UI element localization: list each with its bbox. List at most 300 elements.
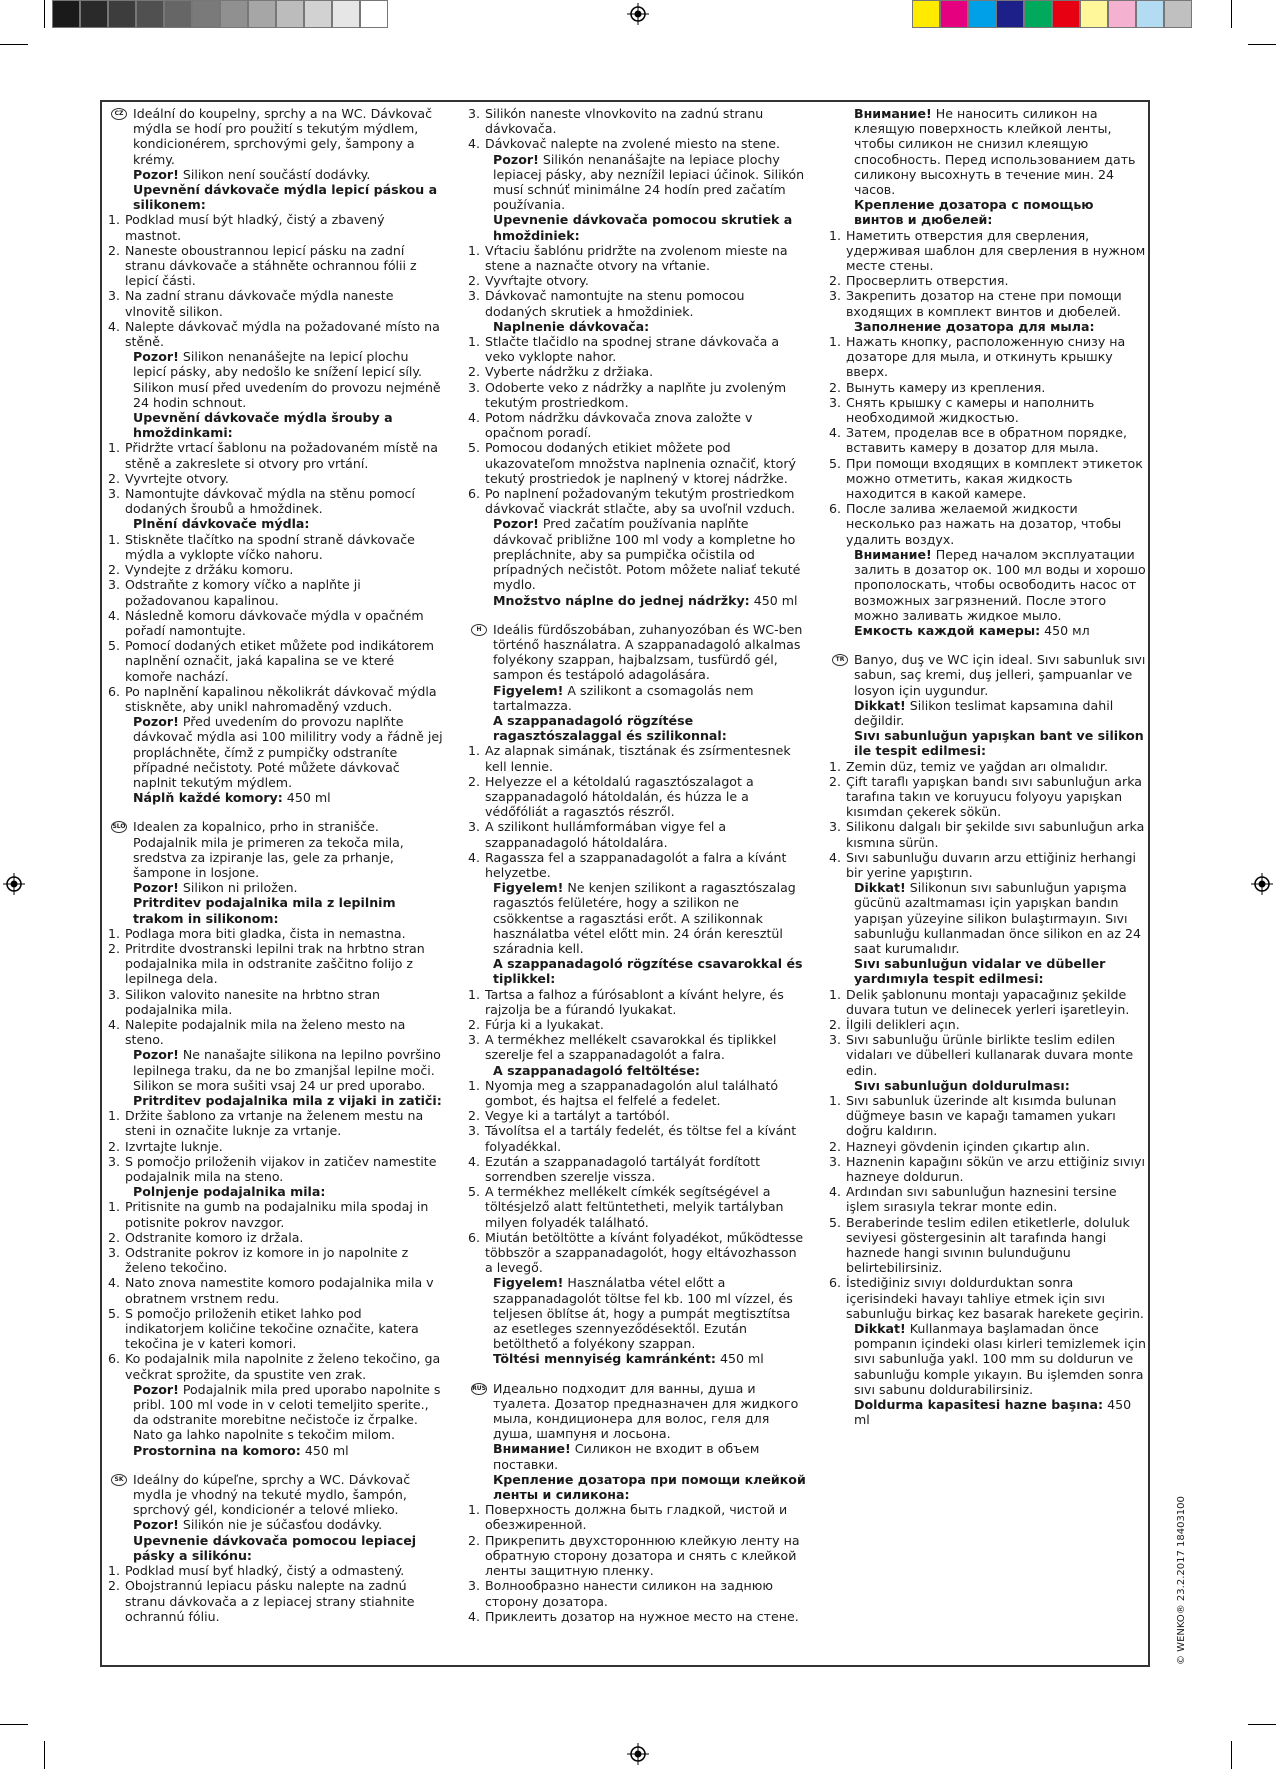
- registration-mark-icon: [627, 1743, 649, 1765]
- step-number: 1.: [108, 531, 121, 547]
- color-swatch: [1052, 0, 1080, 28]
- step-number: 1.: [468, 743, 481, 759]
- note-paragraph: [468, 593, 806, 608]
- step-number: 1.: [108, 212, 121, 228]
- step-item: [468, 987, 806, 1017]
- step-item: [829, 288, 1146, 318]
- note-paragraph: [468, 1275, 806, 1351]
- note-line: [108, 880, 443, 895]
- note-label: Pozor!: [133, 1047, 179, 1063]
- color-swatch: [968, 0, 996, 28]
- note-text: 450 ml: [282, 790, 331, 806]
- step-text: Vegye ki a tartályt a tartóból.: [485, 1108, 670, 1124]
- step-item: [468, 1032, 806, 1062]
- step-number: 3.: [468, 1123, 481, 1139]
- step-text: Sıvı sabunluğu ürünle birlikte teslim edilen vidaları ve dübelleri kullanarak duvara monte edin.: [846, 1032, 1134, 1078]
- step-item: [468, 364, 806, 379]
- step-number: 4.: [829, 1184, 842, 1200]
- step-item: [829, 456, 1146, 502]
- step-item: [108, 638, 443, 684]
- note-label: Doldurma kapasitesi hazne başına:: [854, 1397, 1104, 1413]
- intro-text: Idealen za kopalnico, prho in stranišče. Podajalnik mila je primeren za tekoča mila, sredstva za izpiranje las, gele za prhanje, šampone in losjone.: [133, 819, 404, 880]
- step-number: 2.: [829, 379, 842, 395]
- note-text: 450 ml: [854, 1397, 1132, 1428]
- note-label: Внимание!: [854, 106, 932, 121]
- section-intro: [468, 622, 806, 683]
- step-item: [108, 1139, 443, 1154]
- step-number: 3.: [829, 819, 842, 835]
- step-number: 2.: [829, 773, 842, 789]
- color-swatch: [1164, 0, 1192, 28]
- step-text: Vyvŕtajte otvory.: [485, 273, 589, 289]
- step-heading: Крепление дозатора с помощью винтов и дюбелей:: [854, 197, 1094, 228]
- step-number: 1.: [108, 1563, 121, 1579]
- step-text: Silikon valovito nanesite na hrbtno stran podajalnika mila.: [125, 986, 381, 1017]
- color-swatch: [912, 0, 940, 28]
- note-text: Перед началом эксплуатации залить в дозатор ок. 100 мл воды и хорошо прополоскать, чтобы освободить насос от возможных загрязнений. После этого можно заливать жидкое мыло.: [854, 546, 1146, 623]
- step-item: [468, 273, 806, 288]
- note-paragraph: [829, 1321, 1146, 1397]
- step-number: 1.: [468, 242, 481, 258]
- step-item: [108, 1275, 443, 1305]
- step-item: [468, 243, 806, 273]
- step-number: 3.: [829, 1032, 842, 1048]
- crop-mark: [1248, 44, 1276, 45]
- step-item: [108, 1017, 443, 1047]
- step-number: 5.: [108, 638, 121, 654]
- step-heading: Pritrditev podajalnika mila z vijaki in zatiči:: [133, 1093, 442, 1108]
- step-text: После залива желаемой жидкости несколько раз нажать на дозатор, чтобы удалить воздух.: [846, 501, 1122, 547]
- step-text: Helyezze el a kétoldalú ragasztószalagot a szappanadagoló hátoldalán, és húzza le a védőfóliát a ragasztós részről.: [485, 773, 754, 820]
- note-line: [468, 1441, 806, 1471]
- step-number: 3.: [468, 819, 481, 835]
- section-intro: [468, 1381, 806, 1442]
- step-number: 4.: [468, 849, 481, 865]
- step-item: [468, 774, 806, 820]
- step-text: Fúrja ki a lyukakat.: [485, 1016, 604, 1032]
- note-label: Töltési mennyiség kamránként:: [493, 1351, 716, 1367]
- step-item: [829, 1017, 1146, 1032]
- note-label: Figyelem!: [493, 880, 564, 896]
- intro-text: Ideální do koupelny, sprchy a na WC. Dávkovač mýdla se hodí pro použití s tekutým mýdlem, kondicionérem, sprchovými gely, šampony a krémy.: [133, 106, 433, 167]
- color-swatch: [192, 0, 220, 28]
- step-item: [108, 1351, 443, 1381]
- color-swatch: [304, 0, 332, 28]
- step-text: Haznenin kapağını sökün ve arzu ettiğiniz sıvıyı hazneye doldurun.: [846, 1153, 1145, 1185]
- step-item: [468, 1533, 806, 1579]
- note-label: Емкость каждой камеры:: [854, 622, 1041, 638]
- step-number: 4.: [108, 318, 121, 334]
- step-item: [829, 1215, 1146, 1276]
- step-heading: Polnjenje podajalnika mila:: [133, 1184, 326, 1200]
- step-number: 5.: [829, 455, 842, 471]
- step-text: Tartsa a falhoz a fúrósablont a kívánt helyre, és rajzolja be a fúrandó lyukakat.: [485, 986, 784, 1017]
- step-text: Vyvrtejte otvory.: [125, 470, 229, 486]
- step-item: [108, 471, 443, 486]
- note-text: 450 мл: [1040, 622, 1090, 638]
- color-swatch: [1136, 0, 1164, 28]
- note-text: Silikón nie je súčasťou dodávky.: [178, 1517, 383, 1533]
- language-section: [829, 106, 1146, 638]
- step-text: Nalepte dávkovač mýdla na požadované místo na stěně.: [125, 318, 440, 350]
- step-item: [108, 1108, 443, 1138]
- step-text: Silikón naneste vlnovkovito na zadnú stranu dávkovača.: [485, 106, 764, 137]
- note-label: Pozor!: [493, 516, 539, 532]
- note-label: Pozor!: [493, 151, 539, 167]
- language-badge-icon: SLO: [111, 821, 127, 833]
- text-column-3: [829, 106, 1146, 1441]
- step-number: 3.: [468, 1032, 481, 1048]
- step-item: [829, 759, 1146, 774]
- step-item: [468, 288, 806, 318]
- step-heading: A szappanadagoló feltöltése:: [493, 1062, 700, 1078]
- step-number: 6.: [468, 1229, 481, 1245]
- color-swatch: [248, 0, 276, 28]
- note-text: 450 ml: [749, 592, 798, 608]
- step-item: [108, 1563, 443, 1578]
- step-text: Potom nádržku dávkovača znova založte v opačnom poradí.: [485, 410, 753, 441]
- step-item: [108, 941, 443, 987]
- step-heading: A szappanadagoló rögzítése csavarokkal és tiplikkel:: [493, 956, 803, 987]
- note-text: Kullanmaya başlamadan önce pompanın içindeki olası kirleri temizlemek için sıvı sabunluğa yakl. 100 mm su doldurun ve sabunluğu komple yıkayın. Bu işlemden sonra sıvı sabunu doldurabilirsiniz.: [854, 1321, 1146, 1397]
- note-label: Prostornina na komoro:: [133, 1442, 301, 1458]
- step-number: 3.: [108, 288, 121, 304]
- step-item: [108, 562, 443, 577]
- step-number: 2.: [108, 242, 121, 258]
- step-text: A termékhez mellékelt csavarokkal és tiplikkel szerelje fel a szappanadagolót a falra.: [485, 1032, 777, 1063]
- note-label: Внимание!: [493, 1441, 571, 1457]
- note-paragraph: [468, 1351, 806, 1366]
- language-section: [468, 1381, 806, 1624]
- step-text: Podklad musí byť hladký, čistý a odmastený.: [125, 1563, 405, 1579]
- note-line: [108, 167, 443, 182]
- step-text: Sıvı sabunluğu duvarın arzu ettiğiniz herhangi bir yerine yapıştırın.: [846, 849, 1137, 880]
- step-number: 3.: [468, 288, 481, 304]
- step-number: 1.: [108, 925, 121, 941]
- step-text: Закрепить дозатор на стене при помощи входящих в комплект винтов и дюбелей.: [846, 288, 1122, 319]
- note-label: Pozor!: [133, 1381, 179, 1397]
- step-text: Поверхность должна быть гладкой, чистой и обезжиренной.: [485, 1502, 788, 1533]
- step-heading: Plnění dávkovače mýdla:: [133, 516, 310, 532]
- note-text: Silikon není součástí dodávky.: [178, 166, 371, 182]
- note-label: Dikkat!: [854, 880, 906, 896]
- step-text: Çift taraflı yapışkan bandı sıvı sabunluğun arka tarafına takın ve koruyucu folyoyu yapışkan kısımdan çekerek sökün.: [846, 773, 1142, 820]
- step-text: Nato znova namestite komoro podajalnika mila v obratnem vrstnem redu.: [125, 1275, 434, 1306]
- step-text: Podklad musí být hladký, čistý a zbavený mastnot.: [125, 212, 385, 243]
- step-number: 2.: [468, 364, 481, 380]
- step-text: Podlaga mora biti gladka, čista in nemastna.: [125, 925, 406, 941]
- step-item: [468, 1108, 806, 1123]
- intro-text: Ideálny do kúpeľne, sprchy a WC. Dávkovač mydla je vhodný na tekuté mydlo, šampón, sprchový gél, kondicionér a telové mlieko.: [133, 1471, 411, 1518]
- note-text: Silikon ni priložen.: [178, 880, 298, 896]
- step-item: [829, 774, 1146, 820]
- crop-mark: [0, 44, 28, 45]
- step-text: Az alapnak simának, tisztának és zsírmentesnek kell lennie.: [485, 743, 791, 774]
- step-text: Nyomja meg a szappanadagolón alul található gombot, és hajtsa el felfelé a fedelet.: [485, 1077, 779, 1108]
- intro-text: Ideális fürdőszobában, zuhanyozóban és WC-ben történő használatra. A szappanadagoló alkalmas folyékony szappan, hajbalzsam, tusfürdő gél, sampon és testápoló adagolására.: [493, 621, 803, 683]
- step-item: [108, 1230, 443, 1245]
- step-number: 2.: [108, 1578, 121, 1594]
- step-text: İstediğiniz sıvıyı doldurduktan sonra içerisindeki havayı tahliye etmek için sıvı sabunluğu birkaç kez basarak harekete geçirin.: [846, 1275, 1144, 1321]
- step-item: [108, 1578, 443, 1624]
- note-text: Před uvedením do provozu naplňte dávkovač mýdla asi 100 mililitry vody a řádně jej propláchněte, čímž z pumpičky odstraníte případné nečistoty. Poté můžete dávkovač naplnit tekutým mýdlem.: [133, 714, 443, 790]
- note-label: Náplň každé komory:: [133, 790, 283, 806]
- step-text: Přidržte vrtací šablonu na požadovaném místě na stěně a zakreslete si otvory pro vrtání.: [125, 440, 438, 471]
- note-line: [468, 683, 806, 713]
- color-swatch: [276, 0, 304, 28]
- step-text: Silikonu dalgalı bir şekilde sıvı sabunluğun arka kısmına sürün.: [846, 819, 1145, 850]
- step-text: Obojstrannú lepiacu pásku nalepte na zadnú stranu dávkovača a z lepiacej strany stiahnite ochrannú fóliu.: [125, 1578, 415, 1624]
- step-item: [829, 1275, 1146, 1321]
- step-item: [108, 987, 443, 1017]
- note-label: Figyelem!: [493, 682, 564, 698]
- color-swatch: [996, 0, 1024, 28]
- step-text: Nalepite podajalnik mila na želeno mesto na steno.: [125, 1016, 406, 1048]
- language-badge-icon: RUS: [471, 1383, 487, 1395]
- note-text: Silikonun sıvı sabunluğun yapışma gücünü azaltmaması için yapışkan bandın yapışan yüzeyine silikon bulaştırmayın. Sıvı sabunluğu kullanmadan önce silikon en az 24 saat kurumalıdır.: [854, 880, 1142, 956]
- step-number: 1.: [829, 334, 842, 350]
- step-item: [468, 486, 806, 516]
- step-item: [108, 532, 443, 562]
- note-label: Внимание!: [854, 546, 932, 562]
- grayscale-print-bar: [52, 0, 388, 28]
- color-swatch: [940, 0, 968, 28]
- language-section: [829, 652, 1146, 1427]
- step-item: [829, 425, 1146, 455]
- step-number: 4.: [108, 1275, 121, 1291]
- note-paragraph: [468, 516, 806, 592]
- step-text: При помощи входящих в комплект этикеток можно отметить, какая жидкость находится в какой камере.: [846, 455, 1143, 502]
- color-print-bar: [912, 0, 1192, 28]
- step-text: Просверлить отверстия.: [846, 273, 1009, 289]
- section-intro: [108, 106, 443, 167]
- step-number: 1.: [108, 440, 121, 456]
- step-item: [468, 410, 806, 440]
- step-number: 6.: [108, 1351, 121, 1367]
- step-text: Odstranite pokrov iz komore in jo napolnite z želeno tekočino.: [125, 1245, 409, 1276]
- step-item: [829, 1032, 1146, 1078]
- section-intro: [108, 1472, 443, 1518]
- step-item: [829, 380, 1146, 395]
- step-text: Вынуть камеру из крепления.: [846, 379, 1046, 395]
- step-item: [829, 501, 1146, 547]
- step-text: Sıvı sabunluk üzerinde alt kısımda bulunan düğmeye basın ve kapağı tamamen yukarı doğru kaldırın.: [846, 1093, 1117, 1139]
- note-paragraph: [829, 547, 1146, 623]
- note-label: Dikkat!: [854, 1321, 906, 1337]
- registration-mark-icon: [1251, 873, 1273, 895]
- note-text: Не наносить силикон на клеящую поверхность клейкой ленты, чтобы силикон не снизил клеящую способность. Перед использованием дать силикону высохнуть в течение мин. 24 часов.: [854, 106, 1136, 198]
- step-item: [468, 136, 806, 151]
- step-item: [468, 1123, 806, 1153]
- crop-mark: [1231, 1741, 1232, 1769]
- step-item: [468, 1502, 806, 1532]
- intro-text: Banyo, duş ve WC için ideal. Sıvı sabunluk sıvı sabun, saç kremi, duş jelleri, şampuanlar ve losyon için uygundur.: [854, 652, 1146, 698]
- note-paragraph: [468, 152, 806, 213]
- step-text: Vŕtaciu šablónu pridržte na zvolenom mieste na stene a naznačte otvory na vŕtanie.: [485, 242, 788, 274]
- step-item: [468, 106, 806, 136]
- note-text: 450 ml: [715, 1351, 764, 1367]
- step-number: 1.: [108, 1108, 121, 1124]
- step-number: 6.: [829, 1275, 842, 1291]
- note-label: Pozor!: [133, 166, 179, 182]
- step-item: [108, 926, 443, 941]
- step-item: [829, 273, 1146, 288]
- language-section: [108, 819, 443, 1458]
- note-line: [829, 698, 1146, 728]
- step-number: 2.: [108, 1138, 121, 1154]
- step-number: 6.: [829, 501, 842, 517]
- copyright-note: © WENKO® 23.2.2017 18403100: [1176, 1496, 1187, 1665]
- step-text: Delik şablonunu montajı yapacağınız şekilde duvara tutun ve delinecek yerleri işaretleyin.: [846, 986, 1130, 1017]
- step-text: Приклеить дозатор на нужное место на стене.: [485, 1608, 799, 1624]
- note-text: Pred začatím používania naplňte dávkovač približne 100 ml vody a kompletne ho prepláchnite, aby sa pumpička očistila od prípadných nečistôt. Potom môžete naliať tekuté mydlo.: [493, 516, 801, 593]
- step-item: [108, 486, 443, 516]
- step-number: 3.: [108, 1153, 121, 1169]
- step-text: Прикрепить двухстороннюю клейкую ленту на обратную сторону дозатора и снять с клейкой ленты защитную пленку.: [485, 1532, 800, 1579]
- step-number: 2.: [108, 940, 121, 956]
- step-item: [829, 228, 1146, 274]
- step-heading: Sıvı sabunluğun yapışkan bant ve silikon ile tespit edilmesi:: [854, 728, 1144, 759]
- step-number: 5.: [829, 1214, 842, 1230]
- step-item: [468, 1078, 806, 1108]
- step-text: Hazneyi gövdenin içinden çıkartıp alın.: [846, 1138, 1090, 1154]
- step-text: S pomočjo priloženih etiket lahko pod indikatorjem količine tekočine označite, katera tekočina je v kateri komori.: [125, 1305, 419, 1352]
- step-number: 1.: [468, 1502, 481, 1518]
- language-badge-icon: TR: [832, 654, 848, 666]
- step-item: [468, 1578, 806, 1608]
- step-text: S pomočjo priloženih vijakov in zatičev namestite podajalnik mila na steno.: [125, 1153, 437, 1185]
- note-paragraph: [829, 1397, 1146, 1427]
- step-item: [108, 440, 443, 470]
- language-section: [108, 106, 443, 805]
- step-text: Miután betöltötte a kívánt folyadékot, működtesse többször a szappanadagolót, hogy eltávozhasson a levegő.: [485, 1229, 804, 1276]
- language-badge-icon: SK: [111, 1474, 127, 1486]
- step-item: [468, 1017, 806, 1032]
- crop-mark: [0, 1724, 28, 1725]
- step-item: [468, 1184, 806, 1230]
- step-item: [468, 1230, 806, 1276]
- step-heading: Заполнение дозатора для мыла:: [854, 318, 1095, 334]
- note-line: [108, 1517, 443, 1532]
- color-swatch: [332, 0, 360, 28]
- step-text: Ragassza fel a szappanadagolót a falra a kívánt helyzetbe.: [485, 849, 787, 880]
- step-text: Волнообразно нанести силикон на заднюю сторону дозатора.: [485, 1578, 773, 1609]
- step-item: [108, 684, 443, 714]
- color-swatch: [164, 0, 192, 28]
- note-label: Pozor!: [133, 880, 179, 896]
- color-swatch: [136, 0, 164, 28]
- text-column-1: [108, 106, 443, 1638]
- step-number: 2.: [829, 1138, 842, 1154]
- step-number: 2.: [468, 1532, 481, 1548]
- step-number: 3.: [108, 577, 121, 593]
- step-number: 2.: [468, 1108, 481, 1124]
- step-text: Vyberte nádržku z držiaka.: [485, 364, 654, 380]
- step-item: [829, 1093, 1146, 1139]
- crop-mark: [44, 1741, 45, 1769]
- step-text: Távolítsa el a tartály fedelét, és töltse fel a kívánt folyadékkal.: [485, 1123, 797, 1154]
- language-section: [468, 622, 806, 1367]
- color-swatch: [220, 0, 248, 28]
- step-number: 6.: [468, 486, 481, 502]
- step-heading: Upevnění dávkovače mýdla lepicí páskou a silikonem:: [133, 182, 438, 213]
- step-number: 4.: [468, 136, 481, 152]
- step-number: 6.: [108, 683, 121, 699]
- note-text: Силикон не входит в объем поставки.: [493, 1441, 760, 1472]
- step-item: [108, 243, 443, 289]
- step-number: 2.: [829, 1016, 842, 1032]
- intro-text: Идеально подходит для ванны, душа и туалета. Дозатор предназначен для жидкого мыла, кондиционера для волос, геля для душа, шампуня и лосьона.: [493, 1380, 799, 1442]
- step-number: 3.: [108, 1245, 121, 1261]
- step-text: Držite šablono za vrtanje na želenem mestu na steni in označite luknje za vrtanje.: [125, 1108, 424, 1139]
- color-swatch: [360, 0, 388, 28]
- step-heading: Pritrditev podajalnika mila z lepilnim trakom in silikonom:: [133, 895, 396, 926]
- text-column-2: [468, 106, 806, 1638]
- step-item: [108, 608, 443, 638]
- step-item: [829, 395, 1146, 425]
- step-number: 4.: [108, 607, 121, 623]
- step-number: 1.: [829, 227, 842, 243]
- step-number: 3.: [468, 379, 481, 395]
- step-number: 2.: [829, 273, 842, 289]
- step-text: Odoberte veko z nádržky a naplňte ju zvoleným tekutým prostriedkom.: [485, 379, 787, 410]
- note-label: Figyelem!: [493, 1275, 564, 1291]
- step-text: İlgili delikleri açın.: [846, 1016, 960, 1032]
- section-intro: [829, 652, 1146, 698]
- note-paragraph: [108, 1443, 443, 1458]
- note-paragraph: [108, 1047, 443, 1093]
- note-label: Množstvo náplne do jednej nádržky:: [493, 592, 750, 608]
- step-text: A szilikont hullámformában vigye fel a szappanadagoló hátoldalára.: [485, 819, 727, 850]
- note-paragraph: [829, 623, 1146, 638]
- step-item: [468, 1609, 806, 1624]
- step-number: 2.: [468, 1016, 481, 1032]
- step-item: [468, 819, 806, 849]
- step-text: Namontujte dávkovač mýdla na stěnu pomocí dodaných šroubů a hmoždinek.: [125, 486, 415, 517]
- color-swatch: [108, 0, 136, 28]
- step-text: Dávkovač nalepte na zvolené miesto na stene.: [485, 136, 780, 152]
- step-text: Наметить отверстия для сверления, удерживая шаблон для сверления в нужном месте стены.: [846, 227, 1146, 274]
- step-number: 2.: [108, 470, 121, 486]
- step-heading: Upevnění dávkovače mýdla šrouby a hmoždinkami:: [133, 410, 393, 441]
- step-item: [829, 1184, 1146, 1214]
- step-item: [108, 1245, 443, 1275]
- step-number: 1.: [829, 1093, 842, 1108]
- note-text: A szilikont a csomagolás nem tartalmazza.: [493, 682, 754, 713]
- step-text: Ezután a szappanadagoló tartályát fordított sorrendben szerelje vissza.: [485, 1153, 761, 1185]
- step-item: [108, 212, 443, 242]
- note-paragraph: [108, 714, 443, 790]
- step-text: Naneste oboustrannou lepicí pásku na zadní stranu dávkovače a stáhněte ochrannou fólii z lepicí části.: [125, 242, 417, 289]
- crop-mark: [1248, 1724, 1276, 1725]
- step-item: [829, 1154, 1146, 1184]
- color-swatch: [1108, 0, 1136, 28]
- note-label: Dikkat!: [854, 697, 906, 713]
- note-text: Használatba vétel előtt a szappanadagolót töltse fel kb. 100 ml vízzel, és teljesen öblítse át, hogy a pumpát megtisztítsa az esetleges szennyeződésektől. Ezután betölthető a folyékony szappan.: [493, 1275, 793, 1352]
- step-text: Pritisnite na gumb na podajalniku mila spodaj in potisnite pokrov navzgor.: [125, 1199, 429, 1230]
- step-number: 3.: [829, 394, 842, 410]
- step-text: Zemin düz, temiz ve yağdan arı olmalıdır.: [846, 758, 1108, 774]
- step-text: Izvrtajte luknje.: [125, 1138, 223, 1154]
- step-heading: Upevnenie dávkovača pomocou skrutiek a hmoždiniek:: [493, 212, 793, 243]
- language-section: [108, 1472, 443, 1624]
- step-item: [829, 850, 1146, 880]
- step-text: Pomocí dodaných etiket můžete pod indikátorem naplnění označit, jaká kapalina se ve které komoře nachází.: [125, 638, 435, 684]
- step-number: 1.: [829, 986, 842, 1002]
- step-text: Po naplnění kapalinou několikrát dávkovač mýdla stiskněte, aby unikl nahromaděný vzduch.: [125, 683, 437, 714]
- step-number: 3.: [829, 288, 842, 304]
- step-item: [829, 819, 1146, 849]
